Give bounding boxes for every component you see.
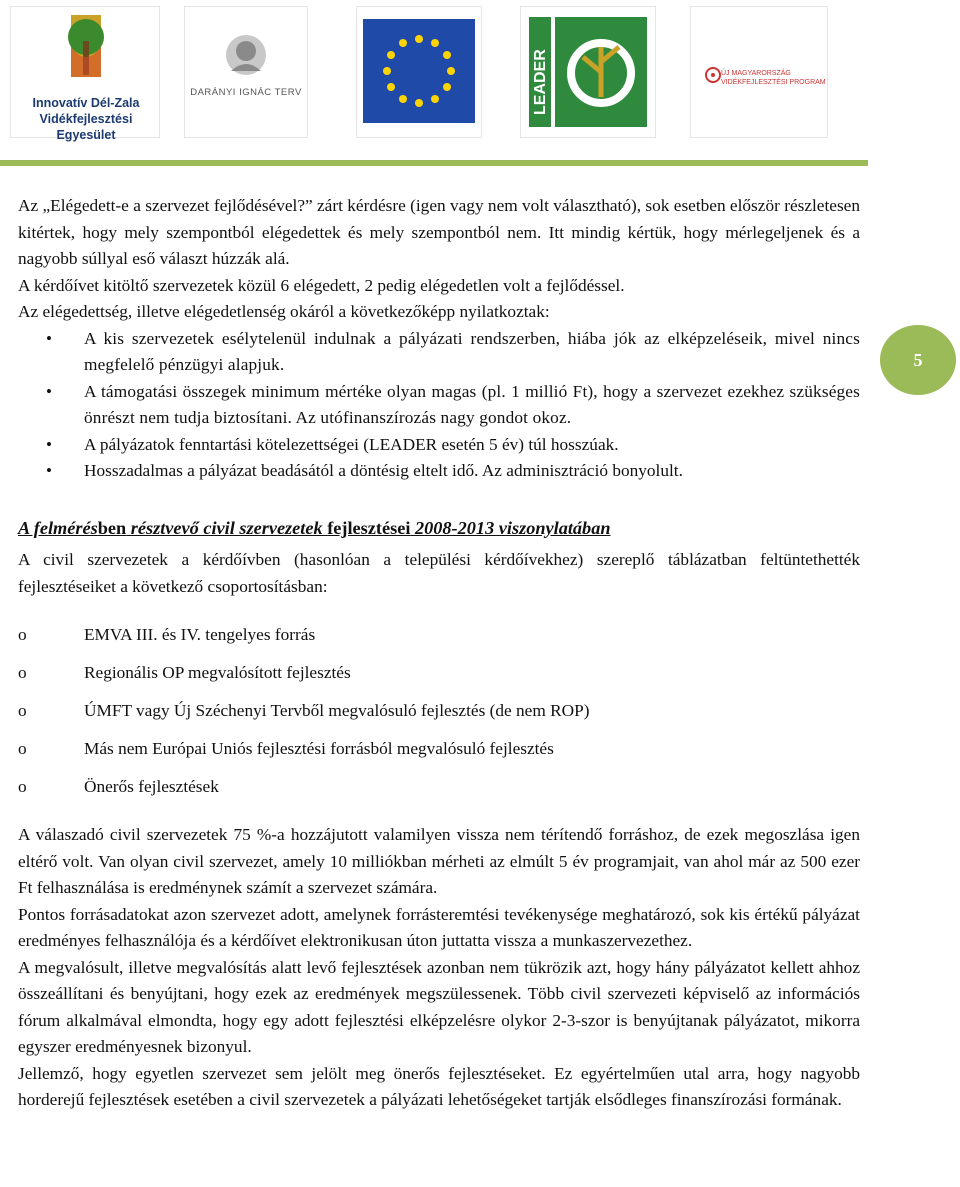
section-intro-paragraph: A civil szervezetek a kérdőívben (hasonlóan a települési kérdőívekhez) szereplő táblázatban feltüntethették fejlesztéseiket a következő csoportosításban: bbox=[18, 550, 860, 596]
section-heading bbox=[18, 515, 860, 542]
body-paragraph-4: Jellemző, hogy egyetlen szervezet sem jelölt meg önerős fejlesztéseket. Ez egyértelműen utal arra, hogy nagyobb horderejű fejlesztések esetében a civil szervezetek a pályázati lehetőségeket tartják elsődleges finanszírozási formának. bbox=[18, 1063, 860, 1109]
daranyi-ignac-terv-logo bbox=[184, 6, 308, 138]
list-item: • A kis szervezetek esélytelenül indulnak a pályázati rendszerben, hiába jók az elképzeléseik, mivel nincs megfelelő pénzügyi alapjuk. bbox=[18, 326, 860, 379]
eu-flag-logo bbox=[356, 6, 482, 138]
section-heading-part: résztvevő civil szervezetek bbox=[126, 517, 328, 538]
list-item: o Önerős fejlesztések bbox=[18, 774, 860, 812]
page-number-badge: 5 bbox=[880, 325, 956, 395]
funding-category-list bbox=[18, 622, 860, 812]
list-item: o EMVA III. és IV. tengelyes forrás bbox=[18, 622, 860, 660]
intro-paragraph-3: Az elégedettség, illetve elégedetlenség okáról a következőképp nyilatkoztak: bbox=[18, 302, 550, 321]
uj-magyarorszag-emblem-icon bbox=[691, 7, 827, 107]
body-paragraph-2: Pontos forrásadatokat azon szervezet adott, amelynek forrásteremtési tevékenysége meghatározó, sok kis értékű pályázat eredményes felhasználója és a kérdőívet elektronikusan úton juttatta vissza a munkaszervezethez. bbox=[18, 904, 860, 950]
section-heading-part: A felmérés bbox=[18, 517, 98, 538]
list-item: • A pályázatok fenntartási kötelezettségei (LEADER esetén 5 év) túl hosszúak. bbox=[18, 432, 860, 459]
list-item: • Hosszadalmas a pályázat beadásától a döntésig eltelt idő. Az adminisztráció bonyolult. bbox=[18, 458, 860, 485]
list-item: o Regionális OP megvalósított fejlesztés bbox=[18, 660, 860, 698]
logo5-caption: ÚJ MAGYARORSZÁG VIDÉKFEJLESZTÉSI PROGRAM bbox=[721, 70, 826, 86]
portrait-emblem-icon bbox=[185, 7, 307, 85]
leader-logo bbox=[520, 6, 656, 138]
innovativ-del-zala-logo bbox=[10, 6, 160, 142]
header-logos bbox=[0, 0, 960, 166]
body-paragraph-1: A válaszadó civil szervezetek 75 %-a hozzájutott valamilyen vissza nem térítendő forráshoz, de ezek megoszlása igen eltérő volt. Van olyan civil szervezet, amely 10 milliókban mérheti az elmúlt 5 év programjait, van ahol már az 500 ezer Ft felhasználása is eredménynek számít a szervezet számára. bbox=[18, 825, 860, 897]
section-heading-part: fejlesztései bbox=[327, 517, 411, 538]
section-heading-part: ben bbox=[97, 517, 127, 538]
intro-paragraph-1: Az „Elégedett-e a szervezet fejlődésével?” zárt kérdésre (igen vagy nem volt választható), sok esetben először részletesen kitértek, hogy mely szempontból elégedettek és mely szempontból nem. Itt mindig kértük, hogy mérlegeljenek és a nagyobb súllyal eső választ húzzák alá. bbox=[18, 196, 860, 268]
logo2-caption: DARÁNYI IGNÁC TERV bbox=[190, 87, 302, 98]
tree-emblem-icon bbox=[11, 7, 159, 97]
document-body bbox=[18, 193, 860, 1114]
logo1-caption: Innovatív Dél-Zala Vidékfejlesztési Egyesület bbox=[32, 96, 140, 142]
section-heading-part: 2008-2013 viszonylatában bbox=[410, 517, 611, 538]
intro-paragraph-2: A kérdőívet kitöltő szervezetek közül 6 elégedett, 2 pedig elégedetlen volt a fejlődéssel. bbox=[18, 275, 625, 295]
leader-emblem-icon bbox=[521, 7, 655, 137]
header-divider bbox=[0, 160, 868, 166]
reasons-list bbox=[18, 326, 860, 485]
list-item: o ÚMFT vagy Új Széchenyi Tervből megvalósuló fejlesztés (de nem ROP) bbox=[18, 698, 860, 736]
leader-vertical-text: LEADER bbox=[532, 49, 549, 115]
eu-stars-icon bbox=[357, 7, 481, 137]
body-paragraph-3: A megvalósult, illetve megvalósítás alatt levő fejlesztések azonban nem tükrözik azt, hogy hány pályázatot kellett ahhoz összeállítani és benyújtani, hogy ezek az eredmények megszülessenek. Több civil szervezeti képviselő az információs fórum alkalmával elmondta, hogy egy adott fejlesztési elképzelésre olykor 2-3-szor is benyújtanak pályázatot, mikorra egyszer eredményesnek bizonyul. bbox=[18, 957, 860, 1056]
uj-magyarorszag-logo bbox=[690, 6, 828, 138]
list-item: o Más nem Európai Uniós fejlesztési forrásból megvalósuló fejlesztés bbox=[18, 736, 860, 774]
list-item: • A támogatási összegek minimum mértéke olyan magas (pl. 1 millió Ft), hogy a szervezet ezekhez szükséges önrészt nem tudja biztosítani. Az utófinanszírozás nagy gondot okoz. bbox=[18, 379, 860, 432]
